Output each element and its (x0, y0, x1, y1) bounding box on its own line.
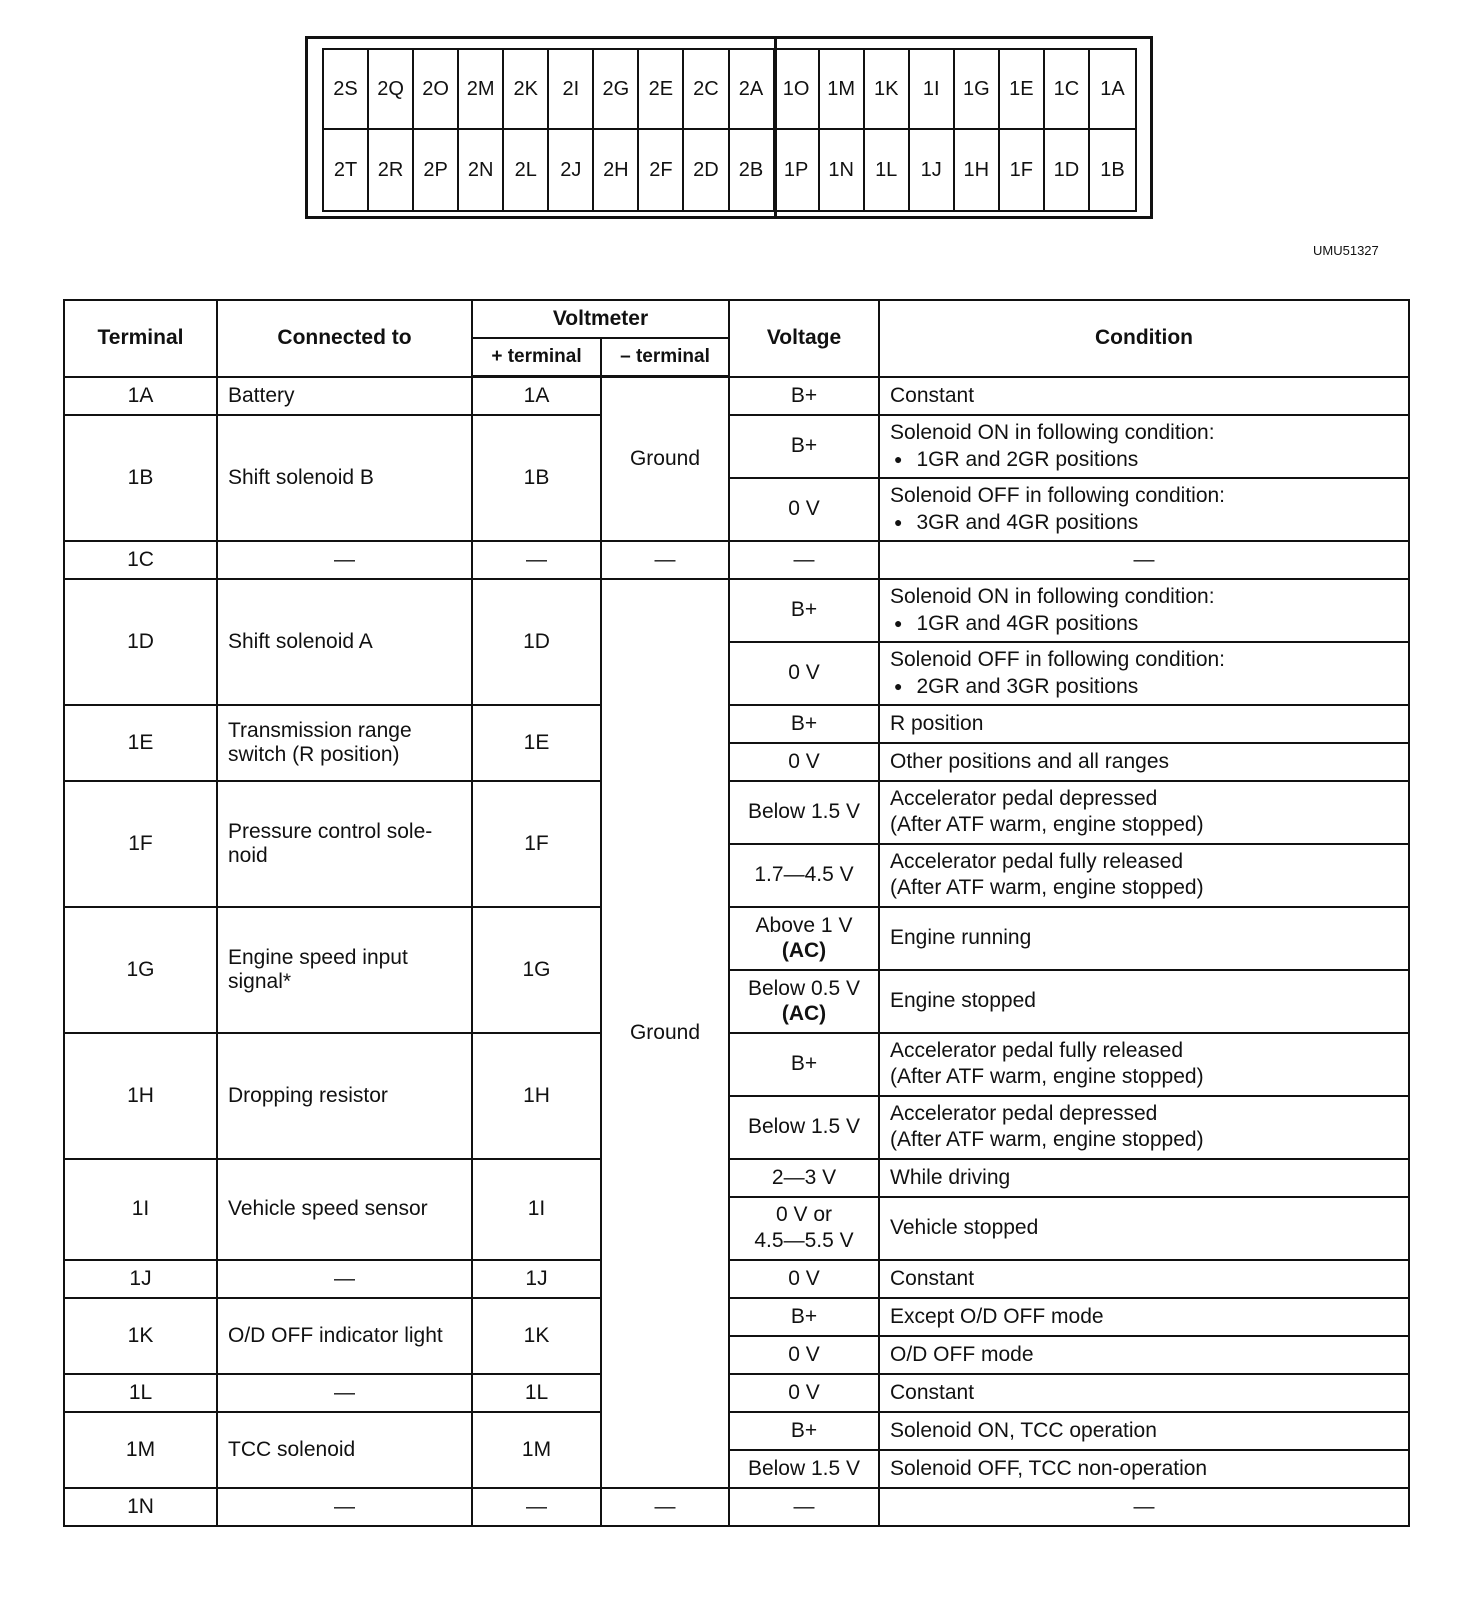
condition-text: Accelerator pedal fully released (890, 1039, 1183, 1062)
condition-text: Constant (890, 1266, 975, 1290)
condition-cell (879, 1033, 1409, 1096)
condition-cell (879, 1450, 1409, 1488)
voltage-text: 0 V (788, 661, 820, 684)
voltage-cell (729, 1298, 879, 1336)
connector-pin: 2H (594, 130, 639, 210)
voltage-cell (729, 1412, 879, 1450)
voltage-text: Above 1 V (755, 914, 853, 937)
condition-text: Solenoid ON in following condition: (890, 420, 1215, 444)
condition-text: Vehicle stopped (890, 1216, 1039, 1239)
connector-pin: 2S (324, 50, 369, 130)
table-row (64, 377, 1409, 415)
minus-terminal-cell: — (601, 541, 729, 579)
condition-cell (879, 1197, 1409, 1260)
voltage-cell (729, 844, 879, 907)
connector-pin: 2F (639, 130, 684, 210)
voltage-text: 2—3 V (771, 1165, 837, 1189)
plus-terminal-cell: 1A (472, 377, 601, 415)
voltage-cell (729, 1450, 879, 1488)
condition-text: Solenoid OFF, TCC non-operation (890, 1456, 1208, 1480)
terminal-cell: 1D (64, 579, 217, 705)
header-terminal: Terminal (64, 300, 217, 377)
plus-terminal-cell: 1G (472, 907, 601, 1033)
voltage-cell (729, 1159, 879, 1197)
voltage-text: 0 V (788, 1342, 820, 1366)
condition-cell (879, 907, 1409, 970)
voltage-text: B+ (790, 1418, 818, 1442)
voltage-cell (729, 478, 879, 541)
plus-terminal-cell: 1D (472, 579, 601, 705)
connector-pin: 1L (865, 130, 910, 210)
condition-text: (After ATF warm, engine stopped) (890, 1065, 1204, 1088)
condition-bullet-item: ● 2GR and 3GR positions (890, 673, 1398, 700)
terminal-voltage-table (63, 299, 1410, 1527)
connector-pin: 2M (459, 50, 504, 130)
connector-pin: 2K (504, 50, 549, 130)
condition-text: (After ATF warm, engine stopped) (890, 813, 1204, 836)
condition-text: Engine stopped (890, 989, 1036, 1012)
condition-cell (879, 970, 1409, 1033)
condition-cell (879, 541, 1409, 579)
connector-pin: 1A (1090, 50, 1135, 130)
condition-cell (879, 743, 1409, 781)
condition-bullet-item: ● 3GR and 4GR positions (890, 509, 1398, 536)
voltage-text: B+ (790, 1052, 818, 1075)
voltage-text: B+ (790, 711, 818, 735)
condition-cell (879, 1298, 1409, 1336)
plus-terminal-cell: 1E (472, 705, 601, 781)
plus-terminal-cell: — (472, 541, 601, 579)
condition-text: While driving (890, 1165, 1011, 1189)
connector-pin: 1B (1100, 158, 1125, 181)
header-voltmeter: Voltmeter (472, 300, 729, 338)
voltage-text: 0 V (788, 497, 820, 520)
connector-pin: 1J (910, 130, 955, 210)
plus-terminal-cell: — (472, 1488, 601, 1526)
table-row (64, 541, 1409, 579)
voltage-cell (729, 781, 879, 844)
voltage-cell (729, 1488, 879, 1526)
connector-pin-grid (322, 48, 1137, 212)
table-row (64, 415, 1409, 478)
connector-pin: 2A (730, 50, 775, 130)
voltage-text: Below 1.5 V (747, 1115, 861, 1138)
voltage-cell (729, 1336, 879, 1374)
voltage-cell (729, 970, 879, 1033)
connector-pin: 2E (639, 50, 684, 130)
table-row (64, 1374, 1409, 1412)
header-connected-to: Connected to (217, 300, 472, 377)
condition-text: Solenoid OFF in following condition: (890, 483, 1226, 507)
condition-cell (879, 415, 1409, 478)
connected-to-cell: Battery (217, 377, 472, 415)
connected-to-cell: — (217, 541, 472, 579)
voltage-text: 0 V (788, 1266, 820, 1290)
terminal-cell: 1J (64, 1260, 217, 1298)
voltage-cell (729, 705, 879, 743)
terminal-cell: 1N (64, 1488, 217, 1526)
table-row (64, 705, 1409, 743)
condition-cell (879, 1488, 1409, 1526)
connected-to-cell: Shift solenoid B (217, 415, 472, 541)
connector-pin: 2D (684, 130, 729, 210)
condition-cell (879, 781, 1409, 844)
connected-to-cell: — (217, 1260, 472, 1298)
voltage-note: (AC) (781, 1002, 827, 1025)
terminal-cell: 1K (64, 1298, 217, 1374)
plus-terminal-cell: 1H (472, 1033, 601, 1159)
condition-text: — (1133, 1494, 1155, 1518)
condition-text: Constant (890, 383, 975, 407)
condition-cell (879, 1412, 1409, 1450)
voltage-cell (729, 1197, 879, 1260)
terminal-cell: 1B (64, 415, 217, 541)
voltage-note: (AC) (781, 939, 827, 962)
voltage-text: B+ (790, 383, 818, 407)
condition-text: Solenoid OFF in following condition: (890, 647, 1226, 671)
condition-text: — (1133, 547, 1155, 571)
connector-pin: 2T (324, 130, 369, 210)
connector-pin: 2O (414, 50, 459, 130)
voltage-text: 0 V (788, 749, 820, 773)
connector-pin: 2R (369, 130, 414, 210)
terminal-cell: 1H (64, 1033, 217, 1159)
connected-to-cell: Pressure control sole-noid (217, 781, 472, 907)
condition-text: Other positions and all ranges (890, 749, 1169, 773)
connector-pin: 1E (1000, 50, 1045, 130)
connected-to-cell: TCC solenoid (217, 1412, 472, 1488)
table-row (64, 1033, 1409, 1096)
condition-text: Constant (890, 1380, 975, 1404)
condition-bullet-item: ● 1GR and 2GR positions (890, 446, 1398, 473)
header-condition: Condition (879, 300, 1409, 377)
condition-cell (879, 844, 1409, 907)
connector-pin: 2P (414, 130, 459, 210)
voltage-cell (729, 1096, 879, 1159)
voltage-cell (729, 377, 879, 415)
connector-pin: 1M (820, 50, 865, 130)
connector-pin: 1N (820, 130, 865, 210)
table-row (64, 1412, 1409, 1450)
voltage-text: Below 1.5 V (747, 800, 861, 823)
connector-pin: 2I (549, 50, 594, 130)
voltage-cell (729, 642, 879, 705)
terminal-cell: 1G (64, 907, 217, 1033)
table-row (64, 781, 1409, 844)
plus-terminal-cell: 1F (472, 781, 601, 907)
plus-terminal-cell: 1J (472, 1260, 601, 1298)
condition-cell (879, 377, 1409, 415)
condition-text: Accelerator pedal fully released (890, 850, 1183, 873)
connector-pin: 1K (865, 50, 910, 130)
condition-cell (879, 642, 1409, 705)
header-minus-terminal: – terminal (601, 338, 729, 377)
connector-pin: 1O (775, 50, 820, 130)
table-row (64, 579, 1409, 642)
plus-terminal-cell: 1M (472, 1412, 601, 1488)
connector-pin: 2L (504, 130, 549, 210)
minus-terminal-cell: — (601, 1488, 729, 1526)
minus-terminal-cell: Ground (601, 377, 729, 541)
header-voltage: Voltage (729, 300, 879, 377)
connector-divider (774, 36, 777, 219)
table-row (64, 1488, 1409, 1526)
voltage-cell (729, 415, 879, 478)
connected-to-cell: O/D OFF indicator light (217, 1298, 472, 1374)
minus-terminal-cell: Ground (601, 579, 729, 1488)
figure-code: UMU51327 (1313, 243, 1379, 258)
voltage-cell (729, 541, 879, 579)
connected-to-cell: Shift solenoid A (217, 579, 472, 705)
connected-to-cell: — (217, 1374, 472, 1412)
connector-pin: 1I (910, 50, 955, 130)
terminal-cell: 1L (64, 1374, 217, 1412)
voltage-cell (729, 743, 879, 781)
voltage-text: — (793, 547, 815, 571)
voltage-cell (729, 1033, 879, 1096)
plus-terminal-cell: 1L (472, 1374, 601, 1412)
terminal-cell: 1C (64, 541, 217, 579)
condition-cell (879, 1336, 1409, 1374)
terminal-cell: 1F (64, 781, 217, 907)
terminal-cell: 1I (64, 1159, 217, 1260)
table-row (64, 1159, 1409, 1197)
connector-pin: 2B (730, 130, 775, 210)
condition-cell (879, 579, 1409, 642)
plus-terminal-cell: 1B (472, 415, 601, 541)
condition-text: O/D OFF mode (890, 1342, 1034, 1366)
voltage-text: 4.5—5.5 V (754, 1229, 854, 1252)
condition-cell (879, 1260, 1409, 1298)
condition-text: R position (890, 711, 984, 735)
table-row (64, 1298, 1409, 1336)
connector-pin: 1P (775, 130, 820, 210)
connected-to-cell: Transmission range switch (R position) (217, 705, 472, 781)
connector-pin: 2N (459, 130, 504, 210)
table-row (64, 1260, 1409, 1298)
voltage-cell (729, 579, 879, 642)
voltage-text: 0 V or (775, 1203, 833, 1226)
connector-pin: 1D (1045, 130, 1090, 210)
voltage-text: B+ (790, 598, 818, 621)
connector-pin: 1C (1045, 50, 1090, 130)
condition-text: Except O/D OFF mode (890, 1304, 1104, 1328)
condition-cell (879, 1096, 1409, 1159)
voltage-cell (729, 1374, 879, 1412)
plus-terminal-cell: 1I (472, 1159, 601, 1260)
plus-terminal-cell: 1K (472, 1298, 601, 1374)
voltage-cell (729, 907, 879, 970)
connector-pin: 2J (549, 130, 594, 210)
connector-pin: 1H (955, 130, 1000, 210)
connected-to-cell: Dropping resistor (217, 1033, 472, 1159)
condition-text: Accelerator pedal depressed (890, 1102, 1158, 1125)
condition-cell (879, 478, 1409, 541)
connector-pin: 1F (1000, 130, 1045, 210)
connector-pin: 2Q (369, 50, 414, 130)
connected-to-cell: Engine speed input signal* (217, 907, 472, 1033)
condition-text: (After ATF warm, engine stopped) (890, 1128, 1204, 1151)
terminal-cell: 1M (64, 1412, 217, 1488)
voltage-text: Below 0.5 V (747, 977, 861, 1000)
connector-pin: 2C (684, 50, 729, 130)
condition-text: (After ATF warm, engine stopped) (890, 876, 1204, 899)
condition-text: Accelerator pedal depressed (890, 787, 1158, 810)
condition-cell (879, 1374, 1409, 1412)
terminal-cell: 1A (64, 377, 217, 415)
condition-cell (879, 1159, 1409, 1197)
voltage-text: B+ (790, 434, 818, 457)
connector-pin: 2G (594, 50, 639, 130)
voltage-text: 1.7—4.5 V (754, 863, 854, 886)
connected-to-cell: — (217, 1488, 472, 1526)
connector-pin: 1G (955, 50, 1000, 130)
terminal-cell: 1E (64, 705, 217, 781)
voltage-text: B+ (790, 1304, 818, 1328)
voltage-cell (729, 1260, 879, 1298)
header-plus-terminal: + terminal (472, 338, 601, 377)
condition-bullet-item: ● 1GR and 4GR positions (890, 610, 1398, 637)
voltage-text: 0 V (788, 1380, 820, 1404)
condition-text: Solenoid ON, TCC operation (890, 1418, 1157, 1442)
condition-text: Engine running (890, 926, 1032, 949)
table-row (64, 907, 1409, 970)
connected-to-cell: Vehicle speed sensor (217, 1159, 472, 1260)
condition-text: Solenoid ON in following condition: (890, 584, 1215, 608)
voltage-text: — (793, 1494, 815, 1518)
voltage-text: Below 1.5 V (747, 1456, 861, 1480)
condition-cell (879, 705, 1409, 743)
